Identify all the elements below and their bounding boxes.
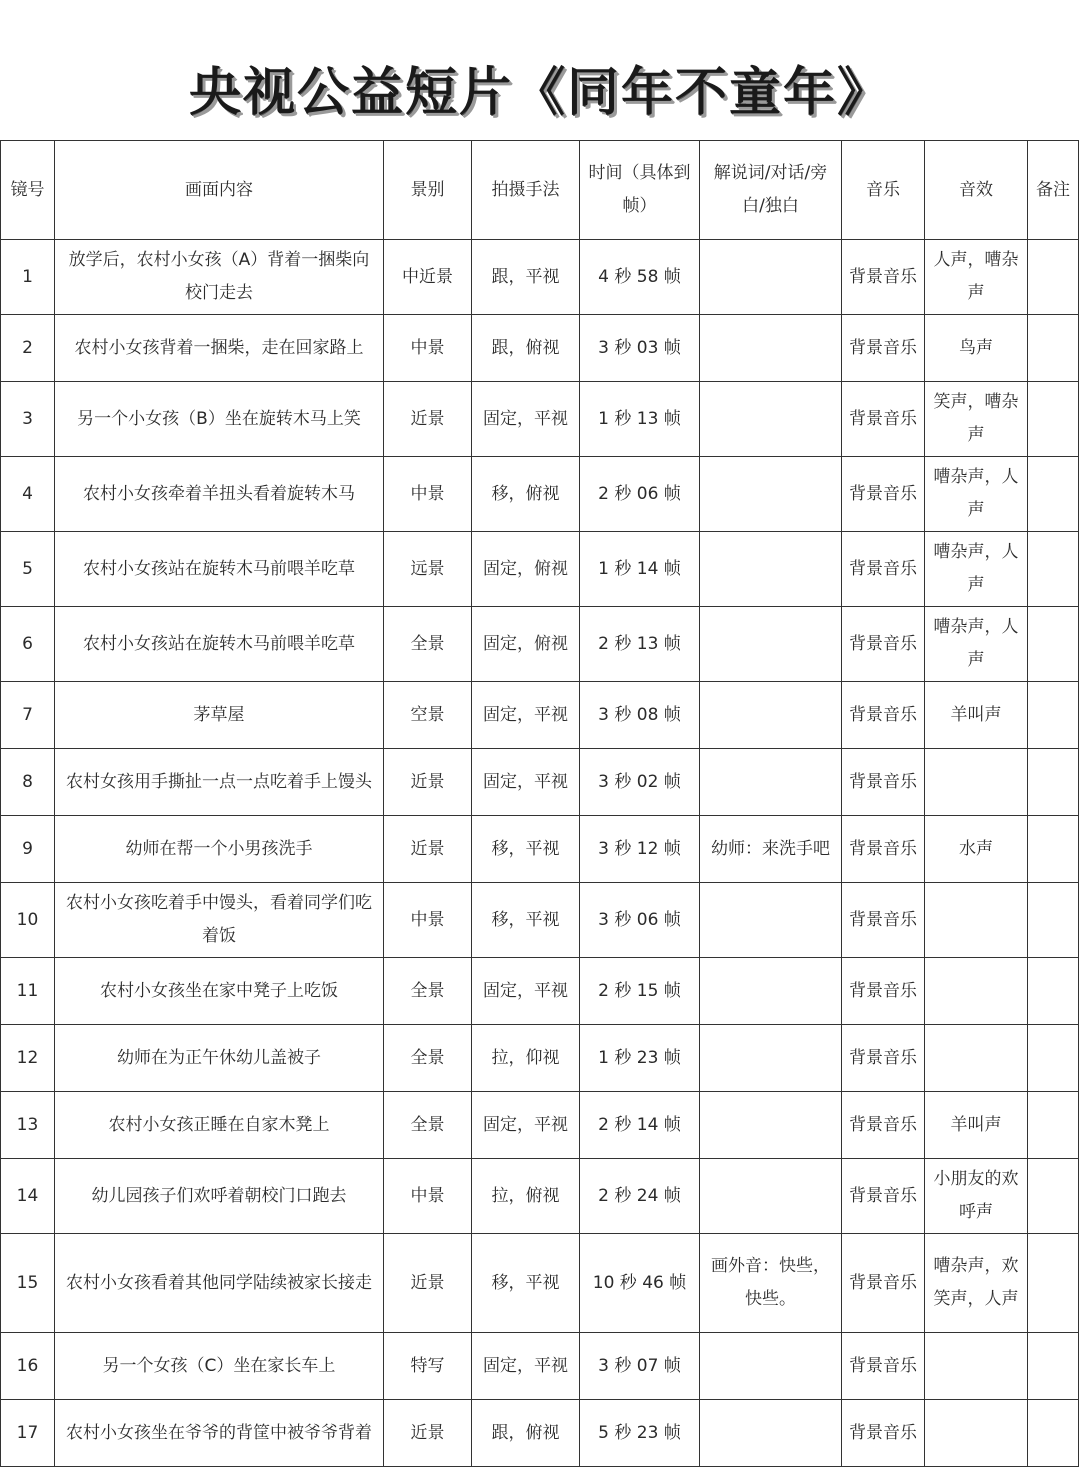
cell-scale: 中景 xyxy=(384,883,472,958)
cell-scale: 空景 xyxy=(384,682,472,749)
cell-technique: 固定，平视 xyxy=(472,749,580,816)
cell-technique: 拉，俯视 xyxy=(472,1159,580,1234)
cell-shot-no: 4 xyxy=(1,457,55,532)
cell-remark xyxy=(1028,1400,1079,1467)
cell-narration xyxy=(700,457,842,532)
cell-music: 背景音乐 xyxy=(842,1234,925,1333)
cell-sfx: 鸟声 xyxy=(925,315,1028,382)
cell-time: 2 秒 06 帧 xyxy=(580,457,700,532)
header-time: 时间（具体到帧） xyxy=(580,141,700,240)
cell-sfx: 水声 xyxy=(925,816,1028,883)
table-header-row xyxy=(1,141,1079,240)
cell-remark xyxy=(1028,1333,1079,1400)
table-row xyxy=(1,1159,1079,1234)
cell-sfx: 嘈杂声，人声 xyxy=(925,607,1028,682)
cell-remark xyxy=(1028,883,1079,958)
cell-music: 背景音乐 xyxy=(842,240,925,315)
cell-narration xyxy=(700,682,842,749)
cell-music: 背景音乐 xyxy=(842,682,925,749)
cell-shot-no: 12 xyxy=(1,1025,55,1092)
header-technique: 拍摄手法 xyxy=(472,141,580,240)
cell-content: 农村小女孩正睡在自家木凳上 xyxy=(55,1092,384,1159)
table-row xyxy=(1,457,1079,532)
cell-remark xyxy=(1028,1159,1079,1234)
cell-time: 3 秒 07 帧 xyxy=(580,1333,700,1400)
cell-time: 2 秒 24 帧 xyxy=(580,1159,700,1234)
cell-music: 背景音乐 xyxy=(842,749,925,816)
header-sfx: 音效 xyxy=(925,141,1028,240)
cell-sfx xyxy=(925,883,1028,958)
cell-scale: 中景 xyxy=(384,457,472,532)
cell-scale: 近景 xyxy=(384,816,472,883)
cell-content: 幼儿园孩子们欢呼着朝校门口跑去 xyxy=(55,1159,384,1234)
cell-music: 背景音乐 xyxy=(842,958,925,1025)
cell-narration xyxy=(700,958,842,1025)
table-row xyxy=(1,682,1079,749)
storyboard-table xyxy=(0,140,1079,1467)
cell-technique: 固定，平视 xyxy=(472,682,580,749)
cell-narration: 幼师：来洗手吧 xyxy=(700,816,842,883)
cell-remark xyxy=(1028,607,1079,682)
header-content: 画面内容 xyxy=(55,141,384,240)
cell-music: 背景音乐 xyxy=(842,315,925,382)
cell-remark xyxy=(1028,532,1079,607)
cell-shot-no: 16 xyxy=(1,1333,55,1400)
cell-scale: 近景 xyxy=(384,749,472,816)
cell-content: 农村小女孩牵着羊扭头看着旋转木马 xyxy=(55,457,384,532)
cell-content: 幼师在为正午休幼儿盖被子 xyxy=(55,1025,384,1092)
cell-scale: 近景 xyxy=(384,1234,472,1333)
cell-shot-no: 17 xyxy=(1,1400,55,1467)
cell-scale: 近景 xyxy=(384,1400,472,1467)
cell-technique: 移，俯视 xyxy=(472,457,580,532)
cell-music: 背景音乐 xyxy=(842,607,925,682)
cell-shot-no: 7 xyxy=(1,682,55,749)
cell-shot-no: 10 xyxy=(1,883,55,958)
cell-music: 背景音乐 xyxy=(842,532,925,607)
cell-content: 农村小女孩站在旋转木马前喂羊吃草 xyxy=(55,607,384,682)
table-row xyxy=(1,749,1079,816)
cell-time: 4 秒 58 帧 xyxy=(580,240,700,315)
table-row xyxy=(1,816,1079,883)
cell-scale: 远景 xyxy=(384,532,472,607)
header-music: 音乐 xyxy=(842,141,925,240)
cell-sfx: 嘈杂声，欢笑声，人声 xyxy=(925,1234,1028,1333)
cell-narration xyxy=(700,1159,842,1234)
cell-sfx: 小朋友的欢呼声 xyxy=(925,1159,1028,1234)
cell-remark xyxy=(1028,1025,1079,1092)
cell-time: 5 秒 23 帧 xyxy=(580,1400,700,1467)
cell-content: 农村小女孩坐在爷爷的背筐中被爷爷背着 xyxy=(55,1400,384,1467)
cell-sfx: 羊叫声 xyxy=(925,1092,1028,1159)
table-row xyxy=(1,1400,1079,1467)
cell-sfx xyxy=(925,958,1028,1025)
cell-narration xyxy=(700,1333,842,1400)
cell-music: 背景音乐 xyxy=(842,457,925,532)
cell-narration xyxy=(700,532,842,607)
cell-time: 3 秒 08 帧 xyxy=(580,682,700,749)
cell-scale: 全景 xyxy=(384,1092,472,1159)
cell-time: 2 秒 15 帧 xyxy=(580,958,700,1025)
cell-remark xyxy=(1028,315,1079,382)
cell-content: 农村小女孩站在旋转木马前喂羊吃草 xyxy=(55,532,384,607)
cell-shot-no: 8 xyxy=(1,749,55,816)
cell-technique: 固定，平视 xyxy=(472,958,580,1025)
cell-scale: 全景 xyxy=(384,607,472,682)
cell-remark xyxy=(1028,1234,1079,1333)
cell-remark xyxy=(1028,240,1079,315)
table-row xyxy=(1,1234,1079,1333)
cell-shot-no: 6 xyxy=(1,607,55,682)
cell-technique: 移，平视 xyxy=(472,1234,580,1333)
table-row xyxy=(1,958,1079,1025)
cell-content: 农村小女孩看着其他同学陆续被家长接走 xyxy=(55,1234,384,1333)
cell-narration xyxy=(700,1025,842,1092)
cell-music: 背景音乐 xyxy=(842,1333,925,1400)
table-row xyxy=(1,1092,1079,1159)
cell-sfx: 嘈杂声，人声 xyxy=(925,457,1028,532)
header-remark: 备注 xyxy=(1028,141,1079,240)
cell-content: 农村小女孩背着一捆柴，走在回家路上 xyxy=(55,315,384,382)
cell-shot-no: 3 xyxy=(1,382,55,457)
cell-content: 幼师在帮一个小男孩洗手 xyxy=(55,816,384,883)
table-row xyxy=(1,240,1079,315)
cell-music: 背景音乐 xyxy=(842,1159,925,1234)
cell-remark xyxy=(1028,1092,1079,1159)
cell-time: 1 秒 13 帧 xyxy=(580,382,700,457)
cell-content: 农村小女孩坐在家中凳子上吃饭 xyxy=(55,958,384,1025)
table-row xyxy=(1,315,1079,382)
cell-music: 背景音乐 xyxy=(842,883,925,958)
cell-shot-no: 2 xyxy=(1,315,55,382)
cell-narration xyxy=(700,1092,842,1159)
cell-time: 3 秒 12 帧 xyxy=(580,816,700,883)
cell-remark xyxy=(1028,958,1079,1025)
cell-sfx xyxy=(925,1333,1028,1400)
cell-shot-no: 9 xyxy=(1,816,55,883)
cell-technique: 固定，平视 xyxy=(472,1092,580,1159)
cell-shot-no: 11 xyxy=(1,958,55,1025)
header-scale: 景别 xyxy=(384,141,472,240)
cell-music: 背景音乐 xyxy=(842,816,925,883)
cell-technique: 拉，仰视 xyxy=(472,1025,580,1092)
cell-technique: 移，平视 xyxy=(472,816,580,883)
cell-scale: 特写 xyxy=(384,1333,472,1400)
cell-remark xyxy=(1028,816,1079,883)
cell-shot-no: 5 xyxy=(1,532,55,607)
cell-narration xyxy=(700,382,842,457)
cell-scale: 近景 xyxy=(384,382,472,457)
cell-scale: 全景 xyxy=(384,958,472,1025)
cell-content: 另一个女孩（C）坐在家长车上 xyxy=(55,1333,384,1400)
cell-time: 2 秒 14 帧 xyxy=(580,1092,700,1159)
table-row xyxy=(1,1025,1079,1092)
page-title: 央视公益短片《同年不童年》 xyxy=(188,63,891,123)
cell-shot-no: 15 xyxy=(1,1234,55,1333)
cell-time: 1 秒 23 帧 xyxy=(580,1025,700,1092)
cell-music: 背景音乐 xyxy=(842,1400,925,1467)
cell-narration xyxy=(700,315,842,382)
cell-technique: 跟，平视 xyxy=(472,240,580,315)
cell-narration xyxy=(700,607,842,682)
cell-scale: 中景 xyxy=(384,315,472,382)
cell-scale: 全景 xyxy=(384,1025,472,1092)
cell-narration: 画外音：快些，快些。 xyxy=(700,1234,842,1333)
cell-sfx: 笑声，嘈杂声 xyxy=(925,382,1028,457)
cell-content: 农村女孩用手撕扯一点一点吃着手上馒头 xyxy=(55,749,384,816)
cell-sfx xyxy=(925,1025,1028,1092)
cell-remark xyxy=(1028,682,1079,749)
cell-sfx xyxy=(925,1400,1028,1467)
header-shot-no: 镜号 xyxy=(1,141,55,240)
cell-content: 另一个小女孩（B）坐在旋转木马上笑 xyxy=(55,382,384,457)
cell-technique: 跟，俯视 xyxy=(472,1400,580,1467)
cell-remark xyxy=(1028,457,1079,532)
cell-shot-no: 14 xyxy=(1,1159,55,1234)
cell-time: 3 秒 03 帧 xyxy=(580,315,700,382)
cell-music: 背景音乐 xyxy=(842,382,925,457)
cell-time: 1 秒 14 帧 xyxy=(580,532,700,607)
cell-music: 背景音乐 xyxy=(842,1092,925,1159)
cell-time: 3 秒 06 帧 xyxy=(580,883,700,958)
cell-narration xyxy=(700,1400,842,1467)
cell-music: 背景音乐 xyxy=(842,1025,925,1092)
cell-sfx: 嘈杂声，人声 xyxy=(925,532,1028,607)
cell-content: 放学后，农村小女孩（A）背着一捆柴向校门走去 xyxy=(55,240,384,315)
cell-scale: 中景 xyxy=(384,1159,472,1234)
cell-technique: 固定，俯视 xyxy=(472,607,580,682)
cell-sfx: 羊叫声 xyxy=(925,682,1028,749)
cell-time: 10 秒 46 帧 xyxy=(580,1234,700,1333)
table-row xyxy=(1,532,1079,607)
cell-remark xyxy=(1028,382,1079,457)
cell-content: 茅草屋 xyxy=(55,682,384,749)
cell-technique: 固定，平视 xyxy=(472,382,580,457)
table-row xyxy=(1,1333,1079,1400)
cell-technique: 移，平视 xyxy=(472,883,580,958)
cell-technique: 固定，平视 xyxy=(472,1333,580,1400)
cell-narration xyxy=(700,240,842,315)
header-narration: 解说词/对话/旁白/独白 xyxy=(700,141,842,240)
cell-shot-no: 13 xyxy=(1,1092,55,1159)
cell-content: 农村小女孩吃着手中馒头，看着同学们吃着饭 xyxy=(55,883,384,958)
cell-technique: 固定，俯视 xyxy=(472,532,580,607)
cell-remark xyxy=(1028,749,1079,816)
table-row xyxy=(1,883,1079,958)
table-row xyxy=(1,607,1079,682)
cell-sfx: 人声，嘈杂声 xyxy=(925,240,1028,315)
cell-time: 3 秒 02 帧 xyxy=(580,749,700,816)
cell-technique: 跟，俯视 xyxy=(472,315,580,382)
cell-sfx xyxy=(925,749,1028,816)
cell-narration xyxy=(700,883,842,958)
cell-shot-no: 1 xyxy=(1,240,55,315)
cell-time: 2 秒 13 帧 xyxy=(580,607,700,682)
cell-narration xyxy=(700,749,842,816)
cell-scale: 中近景 xyxy=(384,240,472,315)
table-row xyxy=(1,382,1079,457)
